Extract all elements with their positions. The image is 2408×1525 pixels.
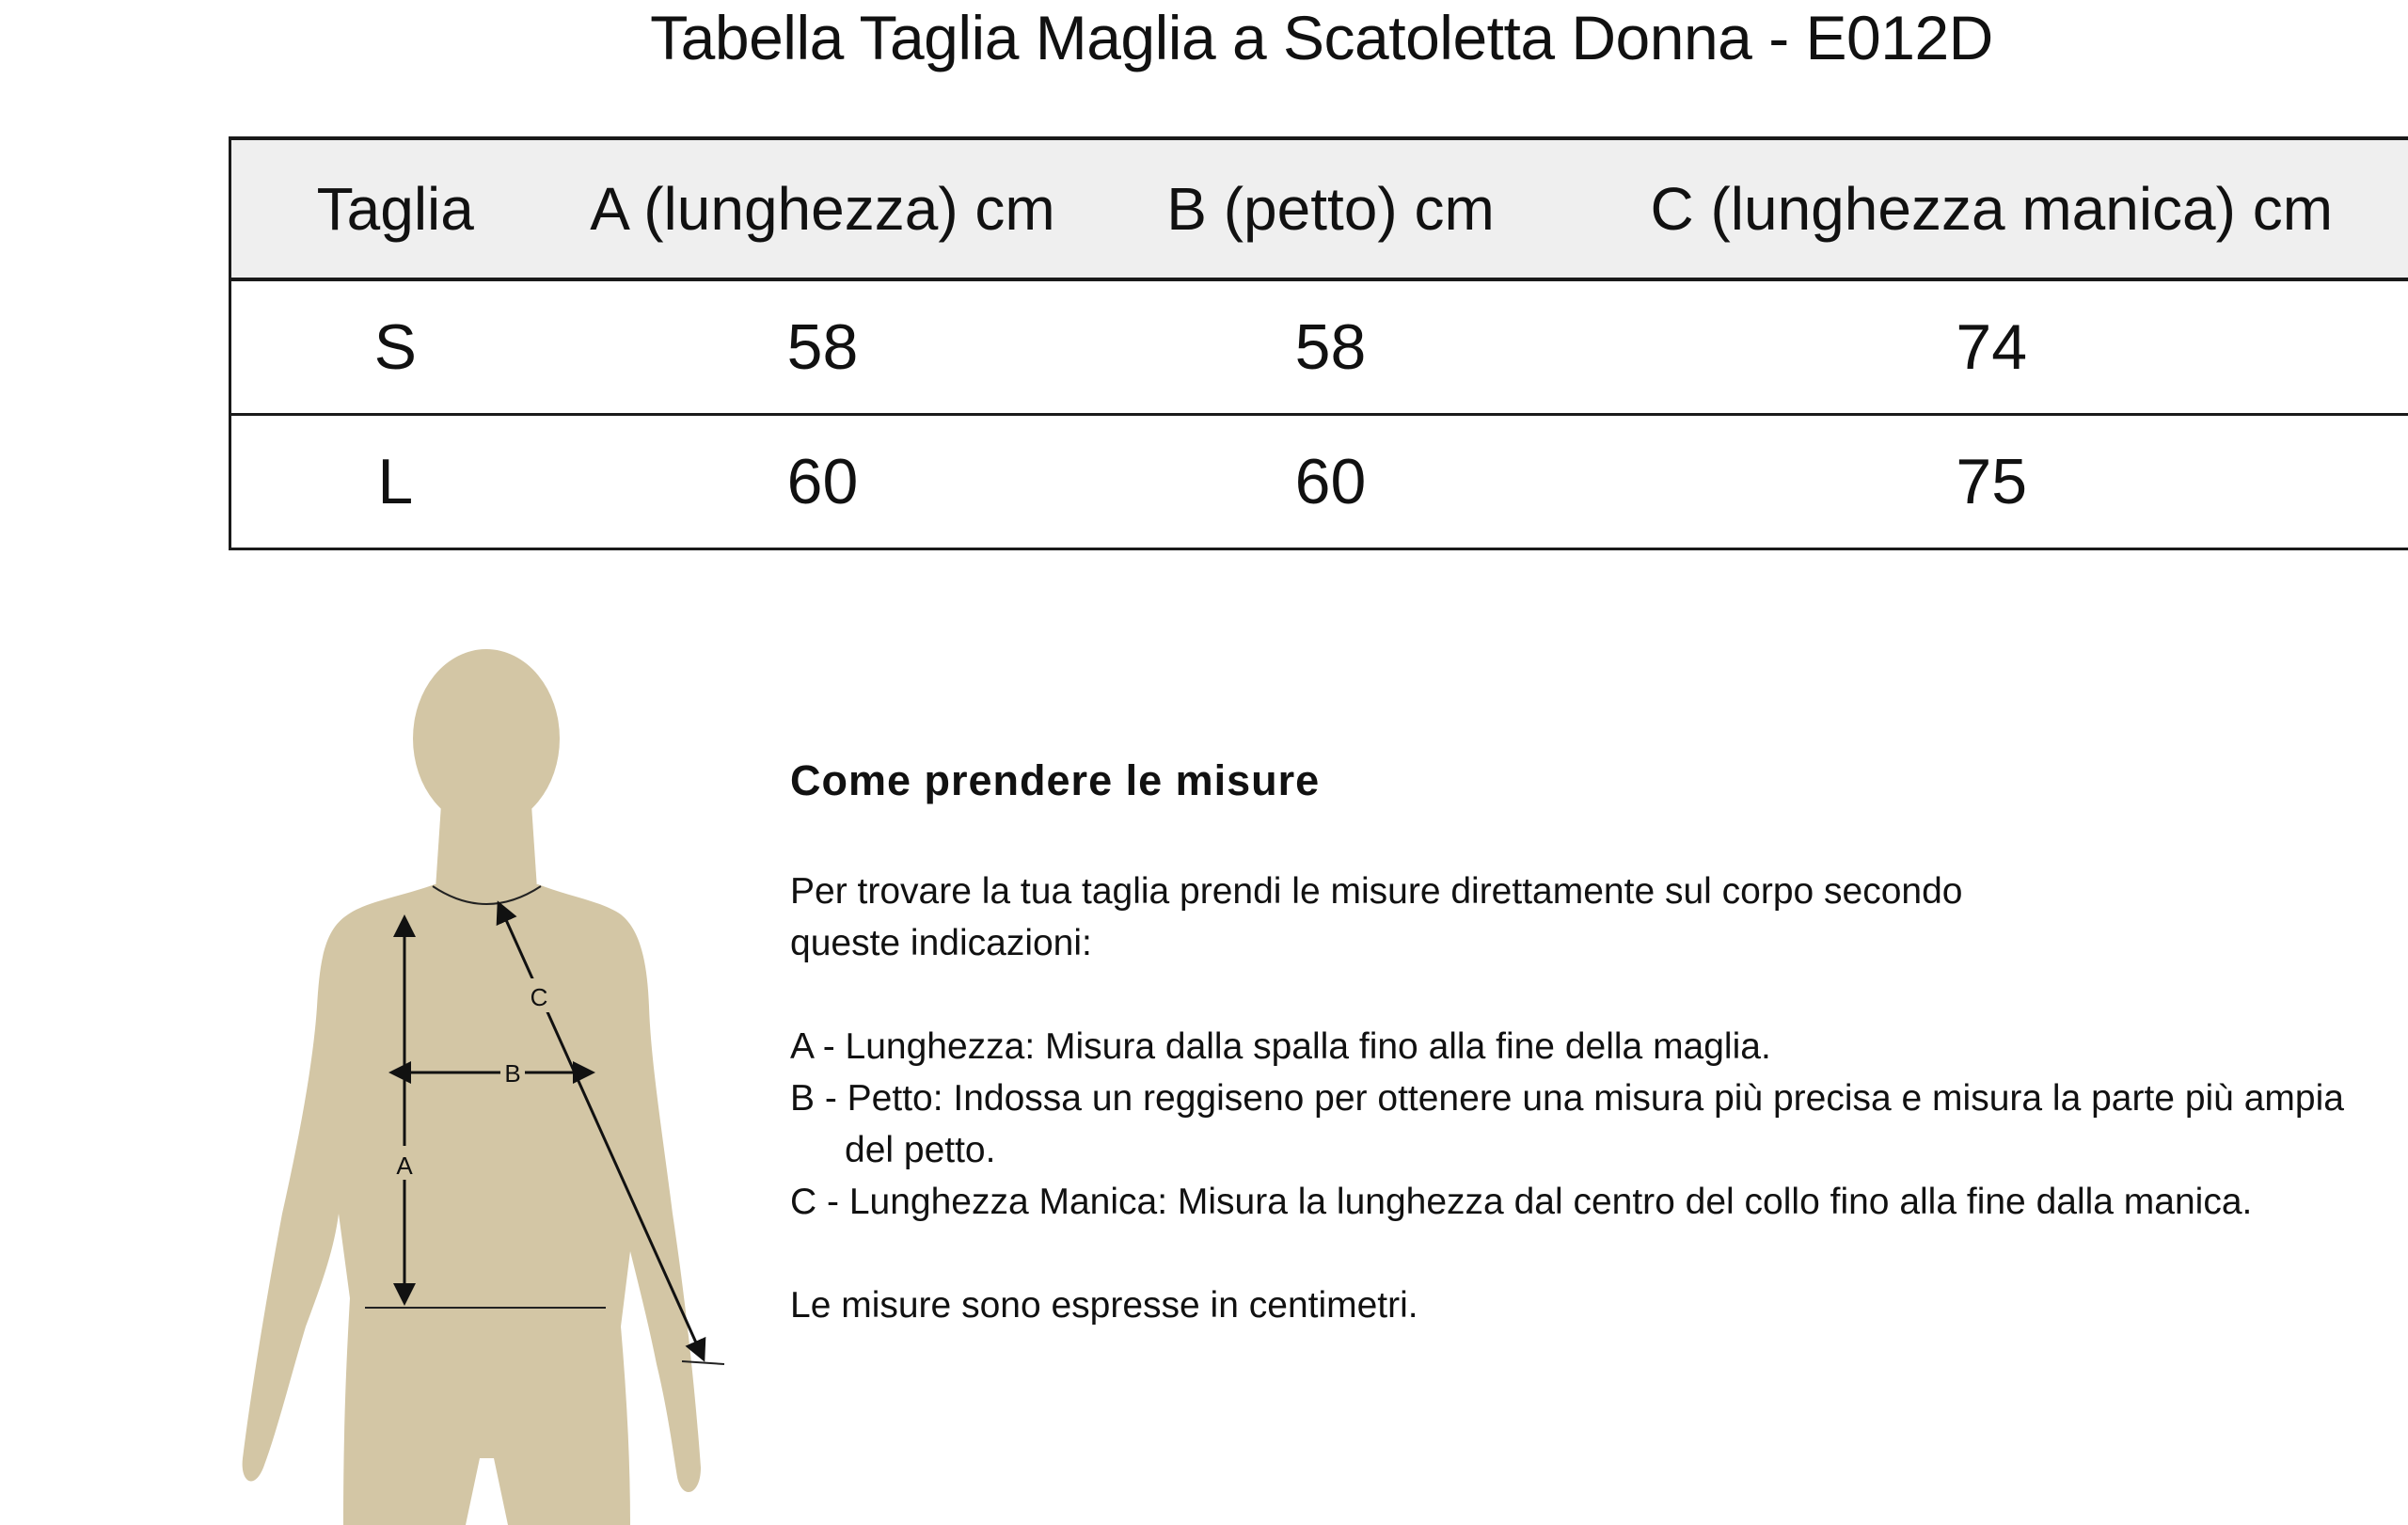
table-row	[230, 279, 2408, 415]
header-size: Taglia	[230, 138, 560, 279]
cell-sleeve-length: 74	[1576, 279, 2408, 415]
measure-a-label: A	[396, 1152, 413, 1180]
measure-c-label: C	[530, 983, 548, 1011]
cell-size: L	[230, 415, 560, 549]
instruction-letter: C -	[790, 1182, 849, 1222]
header-sleeve-length: C (lunghezza manica) cm	[1576, 138, 2408, 279]
table-row	[230, 415, 2408, 549]
instruction-text: Lunghezza: Misura dalla spalla fino alla fine della maglia.	[845, 1026, 1771, 1067]
cell-length: 58	[560, 279, 1086, 415]
body-measurement-figure	[226, 649, 752, 1525]
table-header-row	[230, 138, 2408, 279]
instructions-intro	[790, 866, 2399, 969]
instruction-item-c	[790, 1176, 2399, 1228]
measure-b-label: B	[504, 1059, 521, 1088]
instruction-letter: A -	[790, 1026, 846, 1067]
body-silhouette	[243, 649, 701, 1525]
instruction-item-b	[790, 1072, 2399, 1176]
cell-size: S	[230, 279, 560, 415]
instruction-text: Lunghezza Manica: Misura la lunghezza dal centro del collo fino alla fine dalla manica.	[848, 1182, 2253, 1222]
cell-chest: 60	[1086, 415, 1576, 549]
instruction-item-a	[790, 1021, 2399, 1072]
instructions-heading: Come prendere le misure	[790, 756, 1321, 804]
instructions-note: Le misure sono espresse in centimetri.	[790, 1285, 1418, 1326]
cell-length: 60	[560, 415, 1086, 549]
instruction-text: Petto: Indossa un reggiseno per ottenere una misura più precisa e misura la parte più ampia del petto.	[845, 1078, 2344, 1170]
body-silhouette-illustration	[226, 649, 752, 1525]
instructions-intro-line2: queste indicazioni:	[790, 923, 1092, 963]
header-length: A (lunghezza) cm	[560, 138, 1086, 279]
instructions-intro-line1: Per trovare la tua taglia prendi le misure direttamente sul corpo secondo	[790, 871, 1963, 912]
cell-chest: 58	[1086, 279, 1576, 415]
instruction-letter: B -	[790, 1078, 848, 1119]
cell-sleeve-length: 75	[1576, 415, 2408, 549]
size-chart-table	[229, 136, 2408, 550]
page-title: Tabella Taglia Maglia a Scatoletta Donna - E012D	[650, 3, 1993, 72]
measurement-instructions	[790, 753, 2399, 1331]
header-chest: B (petto) cm	[1086, 138, 1576, 279]
